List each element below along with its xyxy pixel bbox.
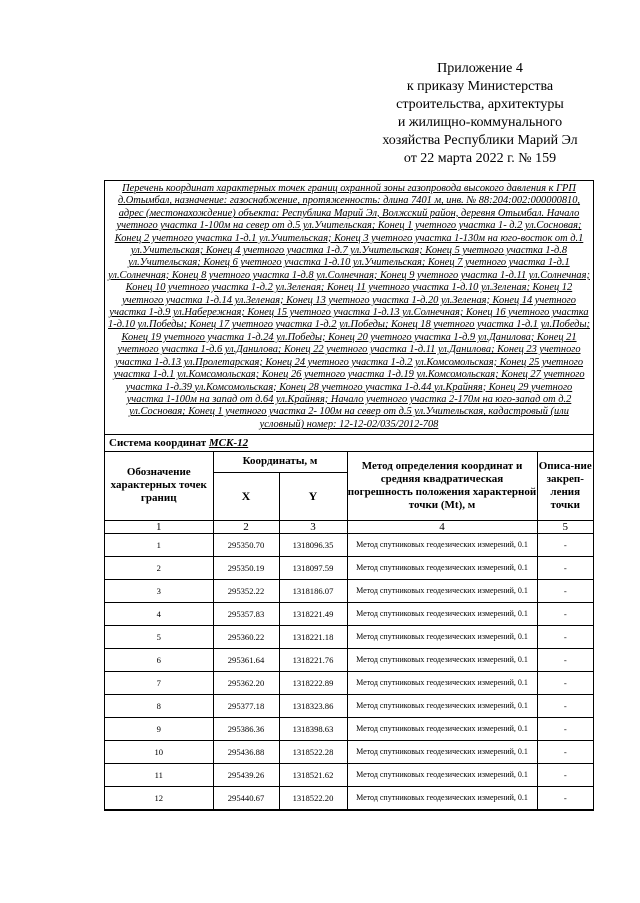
col-y-header: Y bbox=[279, 472, 347, 520]
header-line: и жилищно-коммунального bbox=[397, 115, 563, 130]
method-cell: Метод спутниковых геодезических измерений, 0.1 bbox=[347, 717, 537, 740]
x-coordinate-cell: 295357.83 bbox=[213, 602, 279, 625]
point-number-cell: 3 bbox=[105, 579, 213, 602]
x-coordinate-cell: 295386.36 bbox=[213, 717, 279, 740]
y-coordinate-cell: 1318522.28 bbox=[279, 740, 347, 763]
table-row bbox=[105, 717, 593, 740]
method-cell: Метод спутниковых геодезических измерений, 0.1 bbox=[347, 602, 537, 625]
x-coordinate-cell: 295377.18 bbox=[213, 694, 279, 717]
col-descr-header: Описа-ние закреп-ления точки bbox=[537, 452, 593, 520]
coordinate-system-label: Система координат bbox=[109, 437, 207, 450]
method-cell: Метод спутниковых геодезических измерений, 0.1 bbox=[347, 625, 537, 648]
method-cell: Метод спутниковых геодезических измерений, 0.1 bbox=[347, 671, 537, 694]
point-number-cell: 4 bbox=[105, 602, 213, 625]
table-row bbox=[105, 533, 593, 556]
point-description-cell: - bbox=[537, 533, 593, 556]
object-description: Перечень координат характерных точек границ охранной зоны газопровода высокого давления к ГРП д.Отымбал, назначение: газоснабжение, протяженность: длина 7401 м, инв. № 88:204:002:000000810, адрес (местонахождение) объекта: Республика Марий Эл, Волжский район, деревня Отымбал. Начало учетного участка 1-100м на север от д.5 ул.Учительская; Конец 1 учетного участка 1- д.2 ул.Сосновая; Конец 2 учетного участка 1-д.1 ул.Учительская; Конец 3 учетного участка 1-130м на юго-восток от д.1 ул.Учительская; Конец 4 учетного участка 1-д.7 ул.Учительская; Конец 5 учетного участка 1-д.8 ул.Учительская; Конец 6 учетного участка 1-д.10 ул.Учительская; Конец 7 учетного участка 1-д.1 ул.Солнечная; Конец 8 учетного участка 1-д.8 ул.Солнечная; Конец 9 учетного участка 1-д.11 ул.Солнечная; Конец 10 учетного участка 1-д.2 ул.Зеленая; Конец 11 учетного участка 1-д.10 ул.Зеленая; Конец 12 учетного участка 1-д.14 ул.Зеленая; Конец 13 учетного участка 1-д.20 ул.Зеленая; Конец 14 учетного участка 1-д.9 ул.Набережная; Конец 15 учетного участка 1-д.13 ул.Солнечная; Конец 16 учетного участка 1-д.10 ул.Победы; Конец 17 учетного участка 1-д.2 ул.Победы; Конец 18 учетного участка 1-д.1 ул.Победы; Конец 19 учетного участка 1-д.24 ул.Победы; Конец 20 учетного участка 1-д.9 ул.Данилова; Конец 21 учетного участка 1-д.6 ул.Данилова; Конец 22 учетного участка 1-д.11 ул.Данилова; Конец 23 учетного участка 1-д.13 ул.Пролетарская; Конец 24 учетного участка 1-д.2 ул.Комсомольская; Конец 25 учетного участка 1-д.1 ул.Комсомольская; Конец 26 учетного участка 1-д.19 ул.Комсомольская; Конец 27 учетного участка 1-д.39 ул.Комсомольская; Конец 28 учетного участка 1-д.44 ул.Крайняя; Конец 29 учетного участка 1-100м на запад от д.64 ул.Крайняя; Начало учетного участка 2-170м на юго-запад от д.2 ул.Сосновая; Конец 1 учетного участка 2- 100м на север от д.5 ул.Учительская, кадастровый (или условный) номер: 12-12-02/035/2012-708 bbox=[105, 181, 593, 435]
point-description-cell: - bbox=[537, 763, 593, 786]
table-row bbox=[105, 625, 593, 648]
point-number-cell: 1 bbox=[105, 533, 213, 556]
method-cell: Метод спутниковых геодезических измерений, 0.1 bbox=[347, 694, 537, 717]
point-number-cell: 8 bbox=[105, 694, 213, 717]
point-description-cell: - bbox=[537, 694, 593, 717]
x-coordinate-cell: 295350.70 bbox=[213, 533, 279, 556]
y-coordinate-cell: 1318221.18 bbox=[279, 625, 347, 648]
method-cell: Метод спутниковых геодезических измерений, 0.1 bbox=[347, 556, 537, 579]
x-coordinate-cell: 295440.67 bbox=[213, 786, 279, 809]
method-cell: Метод спутниковых геодезических измерений, 0.1 bbox=[347, 786, 537, 809]
y-coordinate-cell: 1318186.07 bbox=[279, 579, 347, 602]
column-number: 3 bbox=[279, 520, 347, 533]
y-coordinate-cell: 1318521.62 bbox=[279, 763, 347, 786]
y-coordinate-cell: 1318097.59 bbox=[279, 556, 347, 579]
coordinates-document bbox=[104, 180, 594, 811]
y-coordinate-cell: 1318323.86 bbox=[279, 694, 347, 717]
point-number-cell: 11 bbox=[105, 763, 213, 786]
x-coordinate-cell: 295352.22 bbox=[213, 579, 279, 602]
col-method-header: Метод определения координат и средняя квадратическая погрешность положения характерной точки (Mt), м bbox=[347, 452, 537, 520]
col-x-header: X bbox=[213, 472, 279, 520]
y-coordinate-cell: 1318398.63 bbox=[279, 717, 347, 740]
header-line: строительства, архитектуры bbox=[396, 97, 564, 112]
coordinate-system-value: МСК-12 bbox=[208, 437, 249, 450]
point-description-cell: - bbox=[537, 602, 593, 625]
x-coordinate-cell: 295350.19 bbox=[213, 556, 279, 579]
x-coordinate-cell: 295436.88 bbox=[213, 740, 279, 763]
method-cell: Метод спутниковых геодезических измерений, 0.1 bbox=[347, 763, 537, 786]
x-coordinate-cell: 295439.26 bbox=[213, 763, 279, 786]
table-row bbox=[105, 602, 593, 625]
column-numbers-row bbox=[105, 520, 593, 533]
column-number: 5 bbox=[537, 520, 593, 533]
header-line: к приказу Министерства bbox=[406, 79, 554, 94]
col-point-header: Обозначение характерных точек границ bbox=[105, 452, 213, 520]
table-row bbox=[105, 556, 593, 579]
method-cell: Метод спутниковых геодезических измерений, 0.1 bbox=[347, 579, 537, 602]
coordinate-system bbox=[105, 435, 593, 452]
column-number: 4 bbox=[347, 520, 537, 533]
y-coordinate-cell: 1318522.20 bbox=[279, 786, 347, 809]
header-line: от 22 марта 2022 г. № 159 bbox=[403, 151, 557, 166]
x-coordinate-cell: 295361.64 bbox=[213, 648, 279, 671]
table-row bbox=[105, 786, 593, 809]
column-number: 1 bbox=[105, 520, 213, 533]
y-coordinate-cell: 1318222.89 bbox=[279, 671, 347, 694]
table-row bbox=[105, 648, 593, 671]
method-cell: Метод спутниковых геодезических измерений, 0.1 bbox=[347, 740, 537, 763]
point-description-cell: - bbox=[537, 717, 593, 740]
y-coordinate-cell: 1318096.35 bbox=[279, 533, 347, 556]
column-number: 2 bbox=[213, 520, 279, 533]
table-row bbox=[105, 740, 593, 763]
point-description-cell: - bbox=[537, 556, 593, 579]
point-description-cell: - bbox=[537, 579, 593, 602]
table-row bbox=[105, 579, 593, 602]
point-description-cell: - bbox=[537, 740, 593, 763]
header-line: хозяйства Республики Марий Эл bbox=[382, 133, 578, 148]
coordinates-table bbox=[105, 452, 593, 810]
point-number-cell: 9 bbox=[105, 717, 213, 740]
x-coordinate-cell: 295360.22 bbox=[213, 625, 279, 648]
col-coords-header: Координаты, м bbox=[213, 452, 347, 472]
method-cell: Метод спутниковых геодезических измерений, 0.1 bbox=[347, 533, 537, 556]
x-coordinate-cell: 295362.20 bbox=[213, 671, 279, 694]
table-row bbox=[105, 763, 593, 786]
point-description-cell: - bbox=[537, 625, 593, 648]
table-row bbox=[105, 694, 593, 717]
point-number-cell: 5 bbox=[105, 625, 213, 648]
y-coordinate-cell: 1318221.76 bbox=[279, 648, 347, 671]
header-line: Приложение 4 bbox=[437, 61, 523, 76]
point-description-cell: - bbox=[537, 648, 593, 671]
point-number-cell: 6 bbox=[105, 648, 213, 671]
method-cell: Метод спутниковых геодезических измерений, 0.1 bbox=[347, 648, 537, 671]
table-row bbox=[105, 671, 593, 694]
appendix-header bbox=[360, 60, 600, 168]
y-coordinate-cell: 1318221.49 bbox=[279, 602, 347, 625]
point-description-cell: - bbox=[537, 671, 593, 694]
point-description-cell: - bbox=[537, 786, 593, 809]
point-number-cell: 10 bbox=[105, 740, 213, 763]
point-number-cell: 7 bbox=[105, 671, 213, 694]
point-number-cell: 12 bbox=[105, 786, 213, 809]
point-number-cell: 2 bbox=[105, 556, 213, 579]
